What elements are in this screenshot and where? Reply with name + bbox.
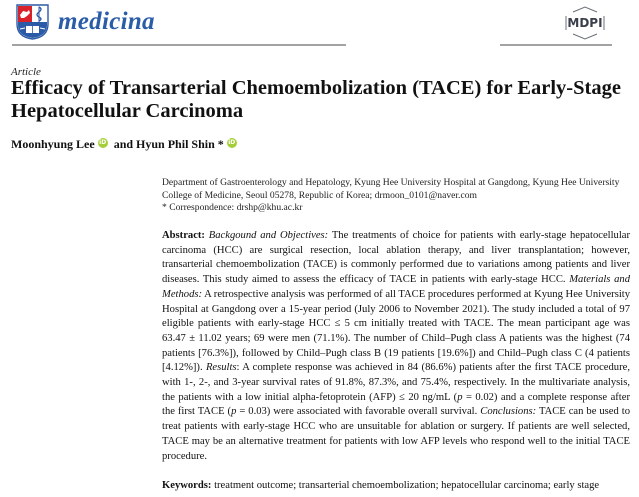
header-rule-left xyxy=(12,44,346,46)
author-name[interactable]: Hyun Phil Shin xyxy=(136,136,215,151)
correspondence-line xyxy=(162,202,632,215)
keywords xyxy=(162,480,632,491)
conclusions-label: Conclusions: xyxy=(480,406,537,418)
medicina-shield-logo-icon xyxy=(16,4,49,40)
affiliations xyxy=(162,177,632,215)
background-text: The treatments of choice for patients with early-stage hepatocellular carcinoma (HCC) are surgical resection, local ablation therapy, and liver transplantation; however, transarterial chemoembolization (TACE) is commonly performed due to variations among patients and liver diseases. This study aimed to assess the efficacy of TACE in patients with early-stage HCC. xyxy=(162,230,630,286)
abstract-label: Abstract: xyxy=(162,230,205,241)
journal-name: medicina xyxy=(58,8,155,35)
abstract xyxy=(162,229,630,464)
correspondence-email[interactable]: drshp@khu.ac.kr xyxy=(236,202,303,213)
results-label: Results xyxy=(205,362,237,374)
affiliation-text: Department of Gastroenterology and Hepatology, Kyung Hee University Hospital at Gangdong, Kyung Hee University College of Medicine, Seoul 05278, Republic of Korea; drmoon_0101@naver.com xyxy=(162,177,620,201)
keywords-text: treatment outcome; transarterial chemoembolization; hepatocellular carcinoma; early stage xyxy=(211,480,600,491)
methods-text: A retrospective analysis was performed of all TACE procedures performed at Kyung Hee University Hospital at Gangdong over a 15-year period (July 2006 to November 2021). The study included a total of 97 eligible patients with early-stage HCC ≤ 5 cm initially treated with TACE. The mean participant age was 63.47 ± 11.02 years; 69 were men (71.1%). The number of Child–Pugh class A patients was the highest (74 patients [76.3%]), followed by Child–Pugh class B (19 patients [19.6%]) and Child–Pugh class C (4 patients [4.12%]). xyxy=(162,288,630,374)
author-joiner: and xyxy=(113,136,134,151)
p-symbol: p xyxy=(457,391,463,403)
keywords-label: Keywords: xyxy=(162,480,212,491)
header-rule-right xyxy=(500,44,612,46)
results-colon: : xyxy=(236,362,240,374)
p-symbol: p xyxy=(231,406,237,418)
correspondence-label: * Correspondence: xyxy=(162,202,235,213)
methods-label: Materials and Methods: xyxy=(162,274,630,300)
article-type: Article xyxy=(11,66,41,78)
background-label: Backgound and Objectives: xyxy=(208,230,329,241)
journal-header xyxy=(0,0,639,46)
results-text: = 0.03) were associated with favorable overall survival. xyxy=(236,406,481,418)
orcid-icon[interactable]: iD xyxy=(228,139,236,147)
conclusions-text: TACE can be used to treat patients with early-stage HCC who are unsuitable for ablation or surgery. If patients are well selected, TACE may be an alternative treatment for patients with low AFP levels who respond well to the initial TACE procedure. xyxy=(162,406,630,462)
results-text: A complete response was achieved in 84 (86.6%) patients after the first TACE procedure, with 1-, 2-, and 3-year survival rates of 91.8%, 87.3%, and 75.4%, respectively. In the multivariate analysis, the patients with a low initial alpha-fetoprotein (AFP) ≤ 20 ng/mL ( xyxy=(162,362,630,403)
orcid-icon[interactable]: iD xyxy=(99,139,107,147)
mdpi-logo-icon xyxy=(560,6,610,40)
mdpi-logo-text: MDPI xyxy=(567,16,603,30)
corresponding-mark: * xyxy=(217,136,224,151)
author-list xyxy=(11,136,240,152)
article-title: Efficacy of Transarterial Chemoembolization (TACE) for Early-Stage Hepatocellular Carcinoma xyxy=(11,77,621,122)
author-name[interactable]: Moonhyung Lee xyxy=(11,136,95,151)
results-text: = 0.02) and a complete response after the first TACE ( xyxy=(162,391,630,418)
